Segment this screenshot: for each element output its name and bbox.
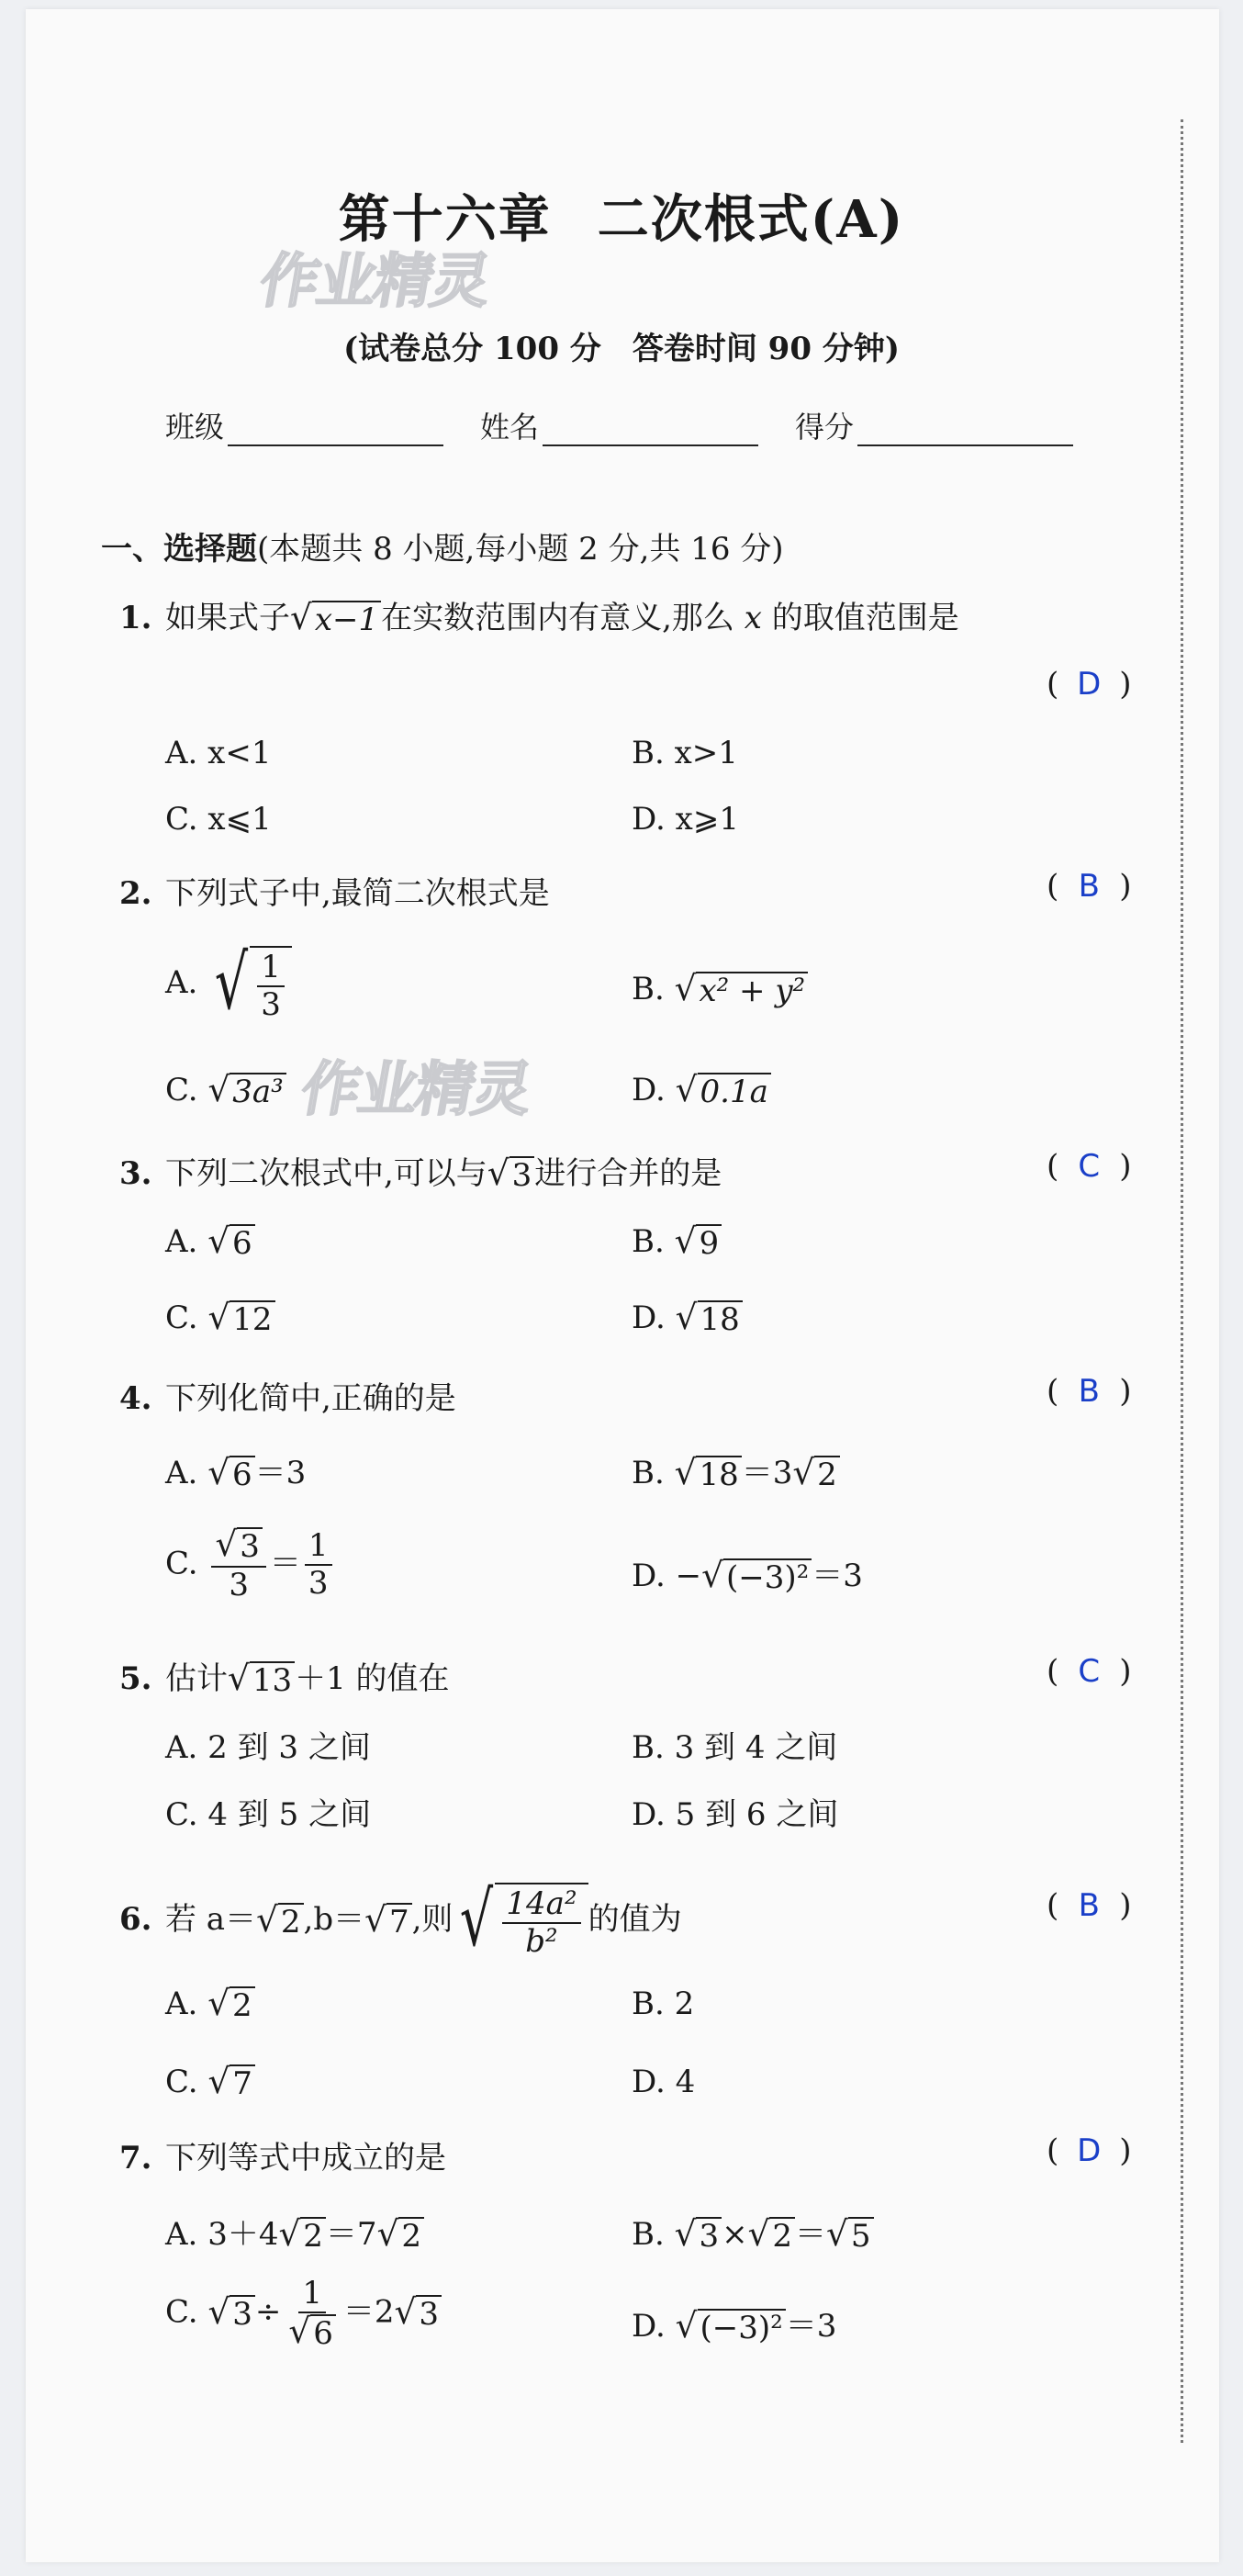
q1-option-a[interactable]: A. x<1 — [165, 735, 272, 771]
q1-option-c[interactable]: C. x⩽1 — [165, 801, 272, 838]
question-5 — [119, 1653, 450, 1700]
radical: √ 9 — [675, 1224, 722, 1262]
q1-option-b[interactable]: B. x>1 — [632, 735, 738, 771]
option-label: D. — [632, 1299, 666, 1336]
q5-option-d[interactable]: D. 5 到 6 之间 — [632, 1796, 839, 1833]
section-title: 一、选择题 — [101, 531, 257, 568]
radical: √ x² + y² — [675, 972, 809, 1009]
radical: √ (−3)² — [676, 2309, 786, 2346]
radicand: 5 — [848, 2217, 874, 2255]
option-label: D. — [632, 2308, 666, 2345]
q2-option-b[interactable] — [632, 968, 808, 1010]
option-label: B. — [632, 2216, 665, 2253]
denominator: 3 — [261, 986, 281, 1024]
q6-option-b[interactable]: B. 2 — [632, 1985, 695, 2022]
option-label: C. — [165, 2293, 198, 2331]
class-blank[interactable] — [228, 413, 443, 446]
q4-option-c[interactable] — [165, 1524, 336, 1603]
radical: √ $\frac{\text{14a²}}{\text{b²}}$ — [453, 1883, 588, 1960]
stem-text: 下列化简中,正确的是 — [165, 1380, 456, 1417]
radical: √ (−3)² — [701, 1558, 812, 1596]
answer-4: ( B ) — [1047, 1373, 1132, 1410]
radical: √ 18 — [675, 1456, 742, 1493]
section-note: (本题共 8 小题,每小题 2 分,共 16 分) — [257, 531, 784, 568]
q3-option-b[interactable] — [632, 1223, 722, 1263]
fraction: √ 3 3 — [211, 1527, 265, 1603]
question-number: 3. — [119, 1155, 152, 1192]
radical: √ 6 — [207, 1224, 254, 1262]
answer-3: ( C ) — [1047, 1148, 1132, 1185]
radical: √ 3 — [207, 2295, 254, 2333]
fraction — [257, 950, 285, 1023]
q7-option-a[interactable] — [165, 2209, 424, 2255]
answer-letter: B — [1078, 1887, 1100, 1924]
stem-text: 若 a＝ — [165, 1901, 257, 1939]
stem-text: 进行合并的是 — [534, 1155, 722, 1192]
answer-5: ( C ) — [1047, 1653, 1132, 1690]
fraction: 1 √ 6 — [285, 2276, 339, 2352]
score-label: 得分 — [795, 410, 855, 444]
class-field[interactable] — [165, 404, 443, 446]
q2-option-a[interactable] — [165, 939, 292, 1027]
stem-text: 如果式子 — [165, 600, 290, 636]
stem-text: 估计 — [165, 1660, 228, 1697]
numerator: 1 — [257, 950, 285, 987]
numerator: 1 — [305, 1528, 332, 1566]
option-text: 3＋4 — [207, 2216, 279, 2253]
chapter-topic: 二次根式(A) — [597, 189, 905, 250]
section-heading — [101, 523, 784, 568]
q4-option-d[interactable] — [632, 1550, 863, 1597]
q4-option-b[interactable] — [632, 1447, 840, 1494]
option-text: ＝3 — [741, 1455, 793, 1491]
radicand: 2 — [769, 2217, 795, 2255]
radical: √ 3 — [675, 2217, 722, 2255]
q7-option-c[interactable] — [165, 2276, 442, 2352]
option-label: B. — [632, 1223, 665, 1260]
radicand: x−1 — [312, 601, 381, 638]
denominator: 3 — [229, 1566, 249, 1603]
option-label: A. — [165, 964, 198, 1002]
score-blank[interactable] — [857, 413, 1073, 446]
option-label: A. — [165, 2216, 198, 2253]
radicand: 3a³ — [230, 1073, 286, 1110]
radicand: 2 — [398, 2217, 424, 2255]
radicand: 9 — [696, 1224, 722, 1262]
stem-text: 的取值范围是 — [761, 600, 959, 636]
question-number: 1. — [119, 600, 152, 636]
radicand: 6 — [230, 1456, 255, 1493]
fold-line — [1181, 119, 1183, 2443]
answer-letter: C — [1078, 1653, 1101, 1690]
option-label: B. — [632, 1455, 665, 1491]
answer-6: ( B ) — [1047, 1887, 1132, 1924]
radicand: (−3)² — [723, 1558, 812, 1596]
radical: √ $\frac{1}{3}$ — [207, 946, 292, 1023]
q2-option-c[interactable] — [165, 1069, 286, 1111]
q4-option-a[interactable] — [165, 1447, 306, 1494]
question-7 — [119, 2132, 446, 2177]
class-label: 班级 — [165, 410, 225, 444]
watermark-middle: 作业精灵 — [296, 1056, 536, 1124]
radicand: 2 — [300, 2217, 326, 2255]
q6-option-a[interactable] — [165, 1985, 255, 2025]
variable: x — [744, 600, 762, 636]
question-6 — [119, 1876, 682, 1963]
stem-text: ,则 — [411, 1901, 454, 1939]
question-3 — [119, 1148, 722, 1195]
question-4 — [119, 1373, 456, 1418]
page-title — [0, 179, 1243, 253]
option-text: ＝3 — [812, 1558, 863, 1594]
option-label: C. — [165, 2064, 198, 2100]
exam-sheet — [26, 9, 1219, 2562]
option-text: ÷ — [254, 2293, 282, 2331]
name-blank[interactable] — [543, 413, 758, 446]
name-field[interactable] — [480, 404, 758, 446]
q7-option-d[interactable] — [632, 2300, 836, 2347]
radical: √ 2 — [377, 2217, 424, 2255]
answer-letter: C — [1078, 1148, 1101, 1185]
option-label: A. — [165, 1223, 198, 1260]
radicand: 3 — [237, 1527, 263, 1565]
question-1 — [119, 592, 959, 639]
fraction — [305, 1528, 332, 1602]
radical: √ 7 — [207, 2064, 254, 2102]
watermark-top: 作业精灵 — [254, 248, 495, 316]
radicand: 18 — [696, 1456, 741, 1493]
stem-text: 下列式子中,最简二次根式是 — [165, 875, 550, 912]
q2-option-d[interactable] — [632, 1069, 771, 1111]
answer-2: ( B ) — [1047, 868, 1132, 905]
radicand: x² + y² — [696, 972, 808, 1009]
option-text: ＝2 — [342, 2293, 395, 2331]
student-info-row — [165, 404, 1110, 446]
radical: √ 13 — [228, 1661, 295, 1699]
radical: √ 2 — [748, 2217, 795, 2255]
numerator: 14a² — [502, 1886, 580, 1924]
denominator: 3 — [308, 1565, 329, 1603]
radicand: 7 — [230, 2064, 255, 2102]
option-label: A. — [165, 1985, 198, 2022]
answer-7: ( D ) — [1047, 2132, 1132, 2169]
stem-text: ＋1 的值在 — [295, 1660, 450, 1697]
radical: √ 5 — [826, 2217, 873, 2255]
q3-option-a[interactable] — [165, 1223, 255, 1263]
option-text: ＝7 — [325, 2216, 377, 2253]
radical: √ 2 — [256, 1903, 303, 1940]
answer-letter: B — [1078, 1373, 1100, 1410]
stem-text: 的值为 — [588, 1901, 682, 1939]
radicand: 2 — [230, 1986, 255, 2024]
q6-option-c[interactable] — [165, 2061, 255, 2103]
option-text: ＝3 — [785, 2308, 837, 2345]
radicand: 3 — [230, 2295, 255, 2333]
q1-option-d[interactable]: D. x⩾1 — [632, 801, 739, 838]
stem-text: 下列二次根式中,可以与 — [165, 1155, 487, 1192]
stem-text: 下列等式中成立的是 — [165, 2140, 446, 2177]
radical: √ x−1 — [290, 601, 381, 638]
numerator: 1 — [298, 2276, 326, 2313]
option-label: C. — [165, 1299, 198, 1336]
question-number: 5. — [119, 1660, 152, 1697]
question-number: 7. — [119, 2140, 152, 2177]
radical: √ 12 — [207, 1300, 274, 1338]
question-number: 2. — [119, 875, 152, 912]
radical: √ 2 — [278, 2217, 325, 2255]
radicand: 13 — [250, 1661, 295, 1699]
name-label: 姓名 — [480, 410, 540, 444]
chapter-label: 第十六章 — [338, 189, 552, 250]
option-label: C. — [165, 1072, 198, 1108]
answer-letter: D — [1077, 666, 1102, 703]
radicand: 2 — [814, 1456, 840, 1493]
radicand: 7 — [386, 1903, 412, 1940]
q7-option-b[interactable] — [632, 2209, 874, 2255]
radicand: 3 — [510, 1156, 535, 1194]
radical: √ 2 — [207, 1986, 254, 2024]
question-number: 6. — [119, 1901, 152, 1939]
option-label: A. — [165, 1455, 198, 1491]
option-label: D. — [632, 1558, 666, 1594]
page-subtitle: (试卷总分 100 分 答卷时间 90 分钟) — [343, 331, 900, 367]
option-label: C. — [165, 1545, 198, 1582]
radicand: (−3)² — [698, 2309, 786, 2346]
radical: √ 18 — [676, 1300, 743, 1338]
option-label: D. — [632, 1072, 666, 1108]
radical: √ 2 — [792, 1456, 839, 1493]
score-field[interactable] — [795, 404, 1073, 446]
question-2 — [119, 868, 550, 913]
option-text: ＝ — [795, 2216, 827, 2253]
option-text: ＝ — [269, 1545, 301, 1582]
q5-option-b[interactable]: B. 3 到 4 之间 — [632, 1729, 838, 1766]
radical: √ 3 — [395, 2295, 442, 2333]
q5-option-c[interactable]: C. 4 到 5 之间 — [165, 1796, 372, 1833]
question-number: 4. — [119, 1380, 152, 1417]
radical: √ 6 — [207, 1456, 254, 1493]
radical: √ 3a³ — [207, 1073, 286, 1110]
option-text: × — [722, 2216, 748, 2253]
q6-option-d[interactable]: D. 4 — [632, 2064, 696, 2100]
radicand: 0.1a — [698, 1073, 771, 1110]
fraction — [502, 1886, 580, 1960]
radicand: 12 — [230, 1300, 274, 1338]
q3-option-c[interactable] — [165, 1299, 275, 1339]
radicand: 3 — [416, 2295, 442, 2333]
radicand: 18 — [698, 1300, 743, 1338]
radicand: 2 — [278, 1903, 304, 1940]
answer-letter: B — [1078, 868, 1100, 905]
stem-text: 在实数范围内有意义,那么 — [381, 600, 745, 636]
radical: √ 7 — [364, 1903, 411, 1940]
option-text: − — [675, 1558, 702, 1594]
answer-letter: D — [1077, 2132, 1102, 2169]
radical: √ 0.1a — [676, 1073, 771, 1110]
option-label: B. — [632, 971, 665, 1007]
radicand: 3 — [696, 2217, 722, 2255]
stem-text: ,b＝ — [303, 1901, 365, 1939]
radicand: 6 — [310, 2314, 336, 2352]
q3-option-d[interactable] — [632, 1299, 743, 1339]
radical: √ 3 — [487, 1156, 534, 1194]
denominator: b² — [525, 1923, 558, 1961]
answer-1: ( D ) — [1047, 666, 1132, 703]
q5-option-a[interactable]: A. 2 到 3 之间 — [165, 1729, 371, 1766]
option-text: ＝3 — [254, 1455, 307, 1491]
radicand: 6 — [230, 1224, 255, 1262]
